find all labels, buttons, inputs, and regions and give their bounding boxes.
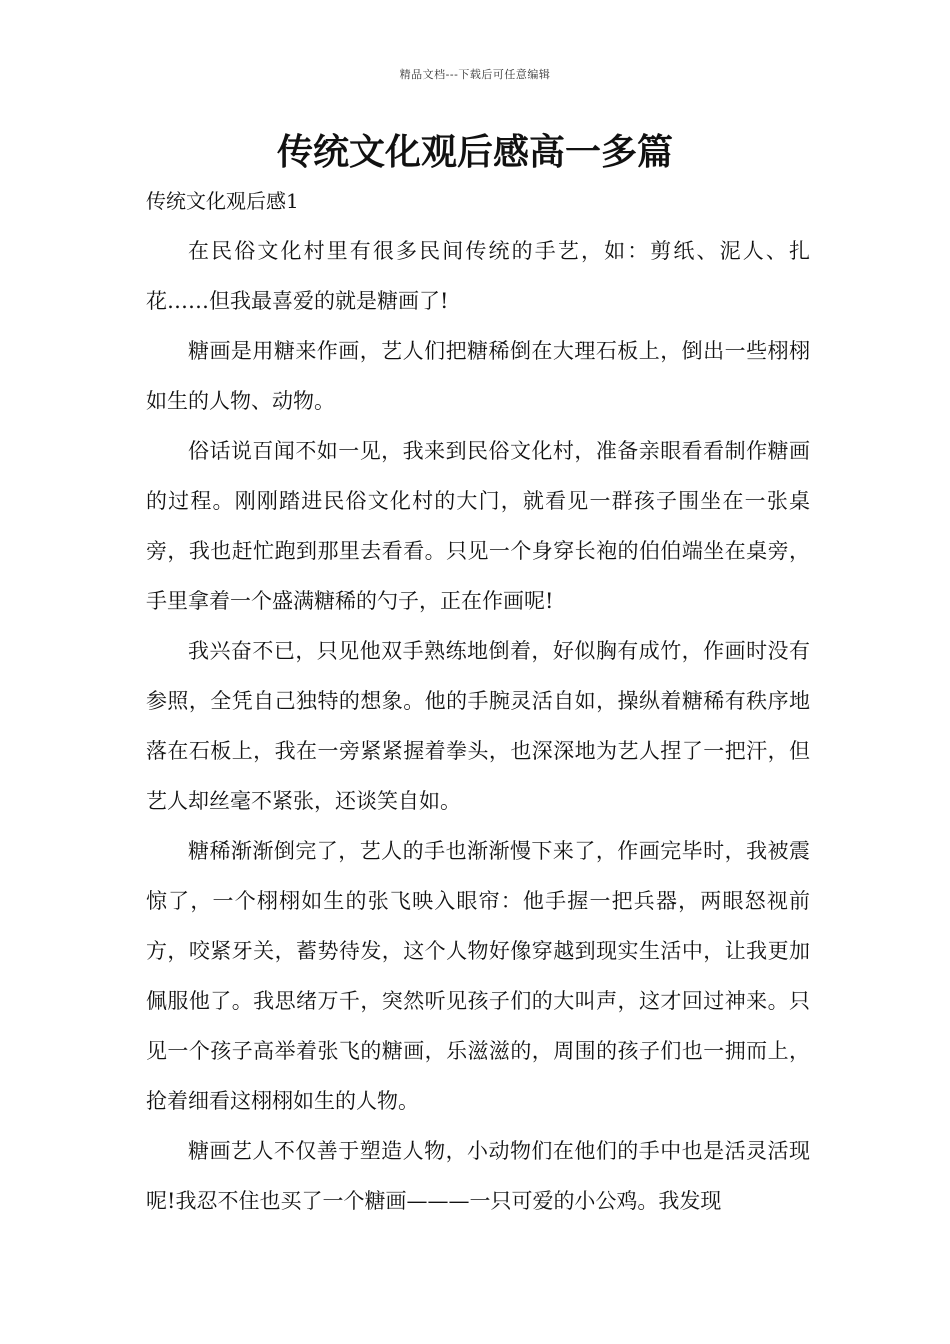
paragraph: 在民俗文化村里有很多民间传统的手艺，如：剪纸、泥人、扎花……但我最喜爱的就是糖画了! xyxy=(146,239,810,313)
paragraph: 糖画艺人不仅善于塑造人物，小动物们在他们的手中也是活灵活现呢!我忍不住也买了一个糖画———一只可爱的小公鸡。我发现 xyxy=(146,1139,810,1213)
paragraph: 我兴奋不已，只见他双手熟练地倒着，好似胸有成竹，作画时没有参照，全凭自己独特的想象。他的手腕灵活自如，操纵着糖稀有秩序地落在石板上，我在一旁紧紧握着拳头，也深深地为艺人捏了一把汗，但艺人却丝毫不紧张，还谈笑自如。 xyxy=(146,639,810,813)
document-body xyxy=(146,226,810,1226)
paragraph: 俗话说百闻不如一见，我来到民俗文化村，准备亲眼看看制作糖画的过程。刚刚踏进民俗文化村的大门，就看见一群孩子围坐在一张桌旁，我也赶忙跑到那里去看看。只见一个身穿长袍的伯伯端坐在桌旁，手里拿着一个盛满糖稀的勺子，正在作画呢! xyxy=(146,439,810,613)
paragraph: 糖稀渐渐倒完了，艺人的手也渐渐慢下来了，作画完毕时，我被震惊了，一个栩栩如生的张飞映入眼帘：他手握一把兵器，两眼怒视前方，咬紧牙关，蓄势待发，这个人物好像穿越到现实生活中，让我更加佩服他了。我思绪万千，突然听见孩子们的大叫声，这才回过神来。只见一个孩子高举着张飞的糖画，乐滋滋的，周围的孩子们也一拥而上，抢着细看这栩栩如生的人物。 xyxy=(146,839,810,1113)
document-title: 传统文化观后感高一多篇 xyxy=(276,131,673,173)
paragraph: 糖画是用糖来作画，艺人们把糖稀倒在大理石板上，倒出一些栩栩如生的人物、动物。 xyxy=(146,339,810,413)
header-note: 精品文档---下载后可任意编辑 xyxy=(399,68,551,81)
section-title: 传统文化观后感1 xyxy=(146,189,299,213)
